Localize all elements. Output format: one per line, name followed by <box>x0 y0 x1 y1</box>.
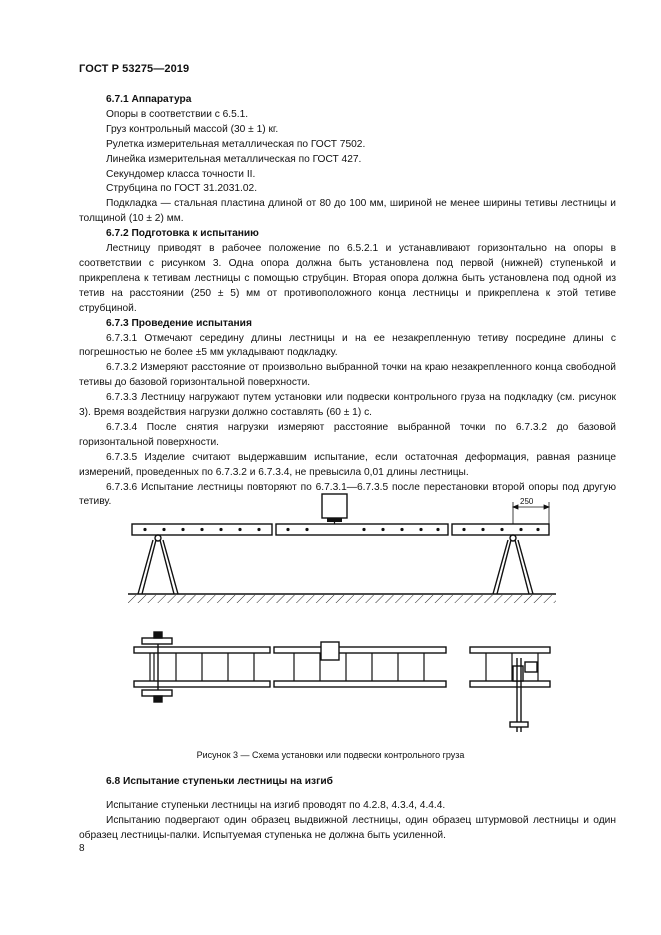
item-6734: 6.7.3.4 После снятия нагрузки измеряют расстояние выбранной точки по 6.7.3.2 до базовой горизонтальной поверхности. <box>79 421 616 448</box>
top-load-box <box>321 642 339 660</box>
para-68-1: Испытание ступеньки лестницы на изгиб проводят по 4.2.8, 4.3.4, 4.4.4. <box>106 800 446 811</box>
document-header: ГОСТ Р 53275—2019 <box>79 63 190 75</box>
line-tape: Рулетка измерительная металлическая по ГОСТ 7502. <box>106 138 366 150</box>
figure-caption: Рисунок 3 — Схема установки или подвески контрольного груза <box>196 750 465 760</box>
side-view <box>128 494 556 603</box>
line-ruler: Линейка измерительная металлическая по ГОСТ 427. <box>106 153 362 165</box>
heading-68: 6.8 Испытание ступеньки лестницы на изгиб <box>106 776 333 787</box>
right-clamp <box>510 658 537 732</box>
para-68-2: Испытанию подвергают один образец выдвижной лестницы, один образец штурмовой лестницы и один образец лестницы-палки. Испытуемая ступенька не должна быть усиленной. <box>79 815 616 841</box>
top-rungs <box>150 653 538 681</box>
item-6731: 6.7.3.1 Отмечают середину длины лестницы и на ее незакрепленную тетиву посредине длины с погрешностью не более ±5 мм укладывают подкладку. <box>79 332 616 359</box>
heading-672: 6.7.2 Подготовка к испытанию <box>106 228 259 240</box>
left-clamps <box>142 632 172 702</box>
para-podkladka: Подкладка — стальная пластина длиной от 80 до 100 мм, шириной не менее ширины тетивы лестницы и толщиной (10 ± 2) мм. <box>79 198 616 225</box>
top-view <box>134 632 550 732</box>
page-number: 8 <box>79 843 85 854</box>
ground <box>128 594 556 603</box>
item-6735: 6.7.3.5 Изделие считают выдержавшим испытание, если остаточная деформация, равная разнице измерений, проведенных по 6.7.3.2 и 6.7.3.4, не превысила 0,01 длины лестницы. <box>79 451 616 478</box>
line-clamp: Струбцина по ГОСТ 31.2031.02. <box>106 183 258 195</box>
heading-671: 6.7.1 Аппаратура <box>106 94 192 105</box>
load-box <box>322 494 347 518</box>
line-weight: Груз контрольный массой (30 ± 1) кг. <box>106 123 279 135</box>
section-68 <box>79 774 616 843</box>
heading-673: 6.7.3 Проведение испытания <box>106 317 252 329</box>
item-6736: 6.7.3.6 Испытание лестницы повторяют по 6.7.3.1—6.7.3.5 после перестановки второй опоры под другую тетиву. <box>79 481 616 508</box>
left-support <box>138 535 178 594</box>
figure-3-diagram <box>120 482 560 744</box>
body-text <box>79 93 616 510</box>
ladder-side <box>132 524 549 535</box>
line-supports: Опоры в соответствии с 6.5.1. <box>106 108 249 120</box>
item-6733: 6.7.3.3 Лестницу нагружают путем установки или подвески контрольного груза на подкладку (см. рисунок 3). Время воздействия нагрузки должно составлять (60 ± 1) с. <box>79 392 616 419</box>
dimension-label: 250 <box>520 497 534 506</box>
item-6732: 6.7.3.2 Измеряют расстояние от произвольно выбранной точки на краю незакрепленного конца свободной тетивы до базовой горизонтальной поверхности. <box>79 362 616 389</box>
right-support <box>493 535 533 594</box>
para-672: Лестницу приводят в рабочее положение по 6.5.2.1 и устанавливают горизонтально на опоры в соответствии с рисунком 3. Одна опора должна быть установлена под первой (нижней) ступенькой и прикреплена к тетивам лестницы с помощью струбцин. Вторая опора должна быть установлена под одной из тетив на расстоянии (250 ± 5) мм от противоположного конца лестницы и прикреплена к этой тетиве струбциной. <box>79 243 616 314</box>
line-stopwatch: Секундомер класса точности II. <box>106 168 256 180</box>
